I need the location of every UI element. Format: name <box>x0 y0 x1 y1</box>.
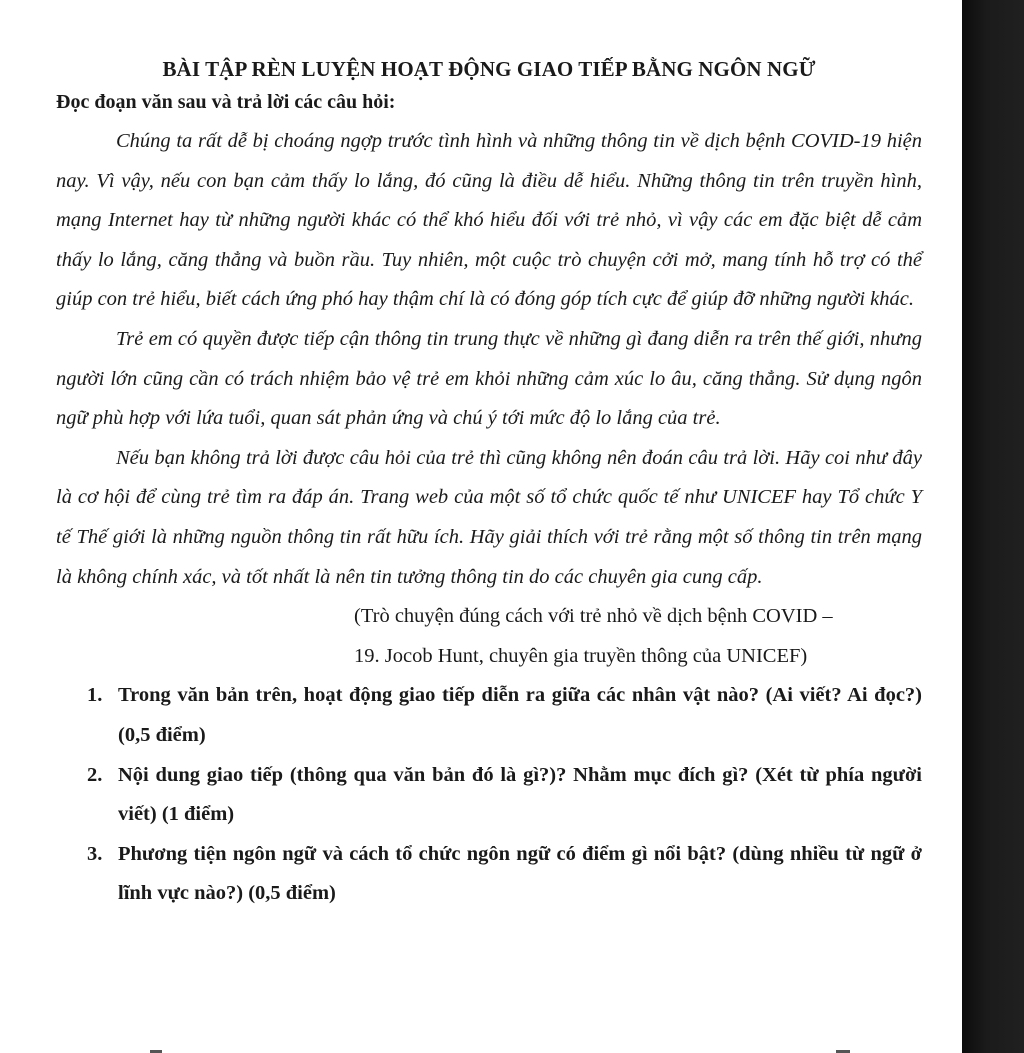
source-citation-line-1: (Trò chuyện đúng cách với trẻ nhỏ về dịch bệnh COVID – <box>354 605 833 628</box>
paragraph-2: Trẻ em có quyền được tiếp cận thông tin trung thực về những gì đang diễn ra trên thế giới, nhưng người lớn cũng cần có trách nhiệm bảo vệ trẻ em khỏi những cảm xúc lo âu, căng thẳng. Sử dụng ngôn ngữ phù hợp với lứa tuổi, quan sát phản ứng và chú ý tới mức độ lo lắng của trẻ. <box>56 327 922 430</box>
question-number-2: 2. <box>87 763 103 786</box>
paragraph-3: Nếu bạn không trả lời được câu hỏi của trẻ thì cũng không nên đoán câu trả lời. Hãy coi như đây là cơ hội để cùng trẻ tìm ra đáp án. Trang web của một số tổ chức quốc tế như UNICEF hay Tổ chức Y tế Thế giới là những nguồn thông tin rất hữu ích. Hãy giải thích với trẻ rằng một số thông tin trên mạng là không chính xác, và tốt nhất là nên tin tưởng thông tin do các chuyên gia cung cấp. <box>56 446 922 588</box>
question-item-1 <box>56 676 922 755</box>
background-shadow <box>962 0 1024 1053</box>
question-number-1: 1. <box>87 684 103 707</box>
document-content <box>56 52 922 914</box>
cut-off-next-line <box>0 1046 962 1053</box>
source-citation-line-2: 19. Jocob Hunt, chuyên gia truyền thông của UNICEF) <box>354 644 808 667</box>
question-list <box>56 676 922 914</box>
question-item-3 <box>56 835 922 914</box>
question-text-2: Nội dung giao tiếp (thông qua văn bản đó là gì?)? Nhằm mục đích gì? (Xét từ phía người viết) (1 điểm) <box>118 763 922 826</box>
question-item-2 <box>56 756 922 835</box>
document-title: BÀI TẬP RÈN LUYỆN HOẠT ĐỘNG GIAO TIẾP BẰNG NGÔN NGỮ <box>162 57 816 81</box>
question-text-3: Phương tiện ngôn ngữ và cách tổ chức ngôn ngữ có điểm gì nổi bật? (dùng nhiều từ ngữ ở lĩnh vực nào?) (0,5 điểm) <box>118 842 922 905</box>
instruction-text: Đọc đoạn văn sau và trả lời các câu hỏi: <box>56 91 396 113</box>
question-text-1: Trong văn bản trên, hoạt động giao tiếp diễn ra giữa các nhân vật nào? (Ai viết? Ai đọc?) (0,5 điểm) <box>118 684 922 746</box>
question-number-3: 3. <box>87 842 103 865</box>
paragraph-1: Chúng ta rất dễ bị choáng ngợp trước tình hình và những thông tin về dịch bệnh COVID-19 hiện nay. Vì vậy, nếu con bạn cảm thấy lo lắng, đó cũng là điều dễ hiểu. Những thông tin trên truyền hình, mạng Internet hay từ những người khác có thể khó hiểu đối với trẻ nhỏ, vì vậy các em đặc biệt dễ cảm thấy lo lắng, căng thẳng và buồn rầu. Tuy nhiên, một cuộc trò chuyện cởi mở, mang tính hỗ trợ có thể giúp con trẻ hiểu, biết cách ứng phó hay thậm chí là có đóng góp tích cực để giúp đỡ những người khác. <box>56 130 922 311</box>
